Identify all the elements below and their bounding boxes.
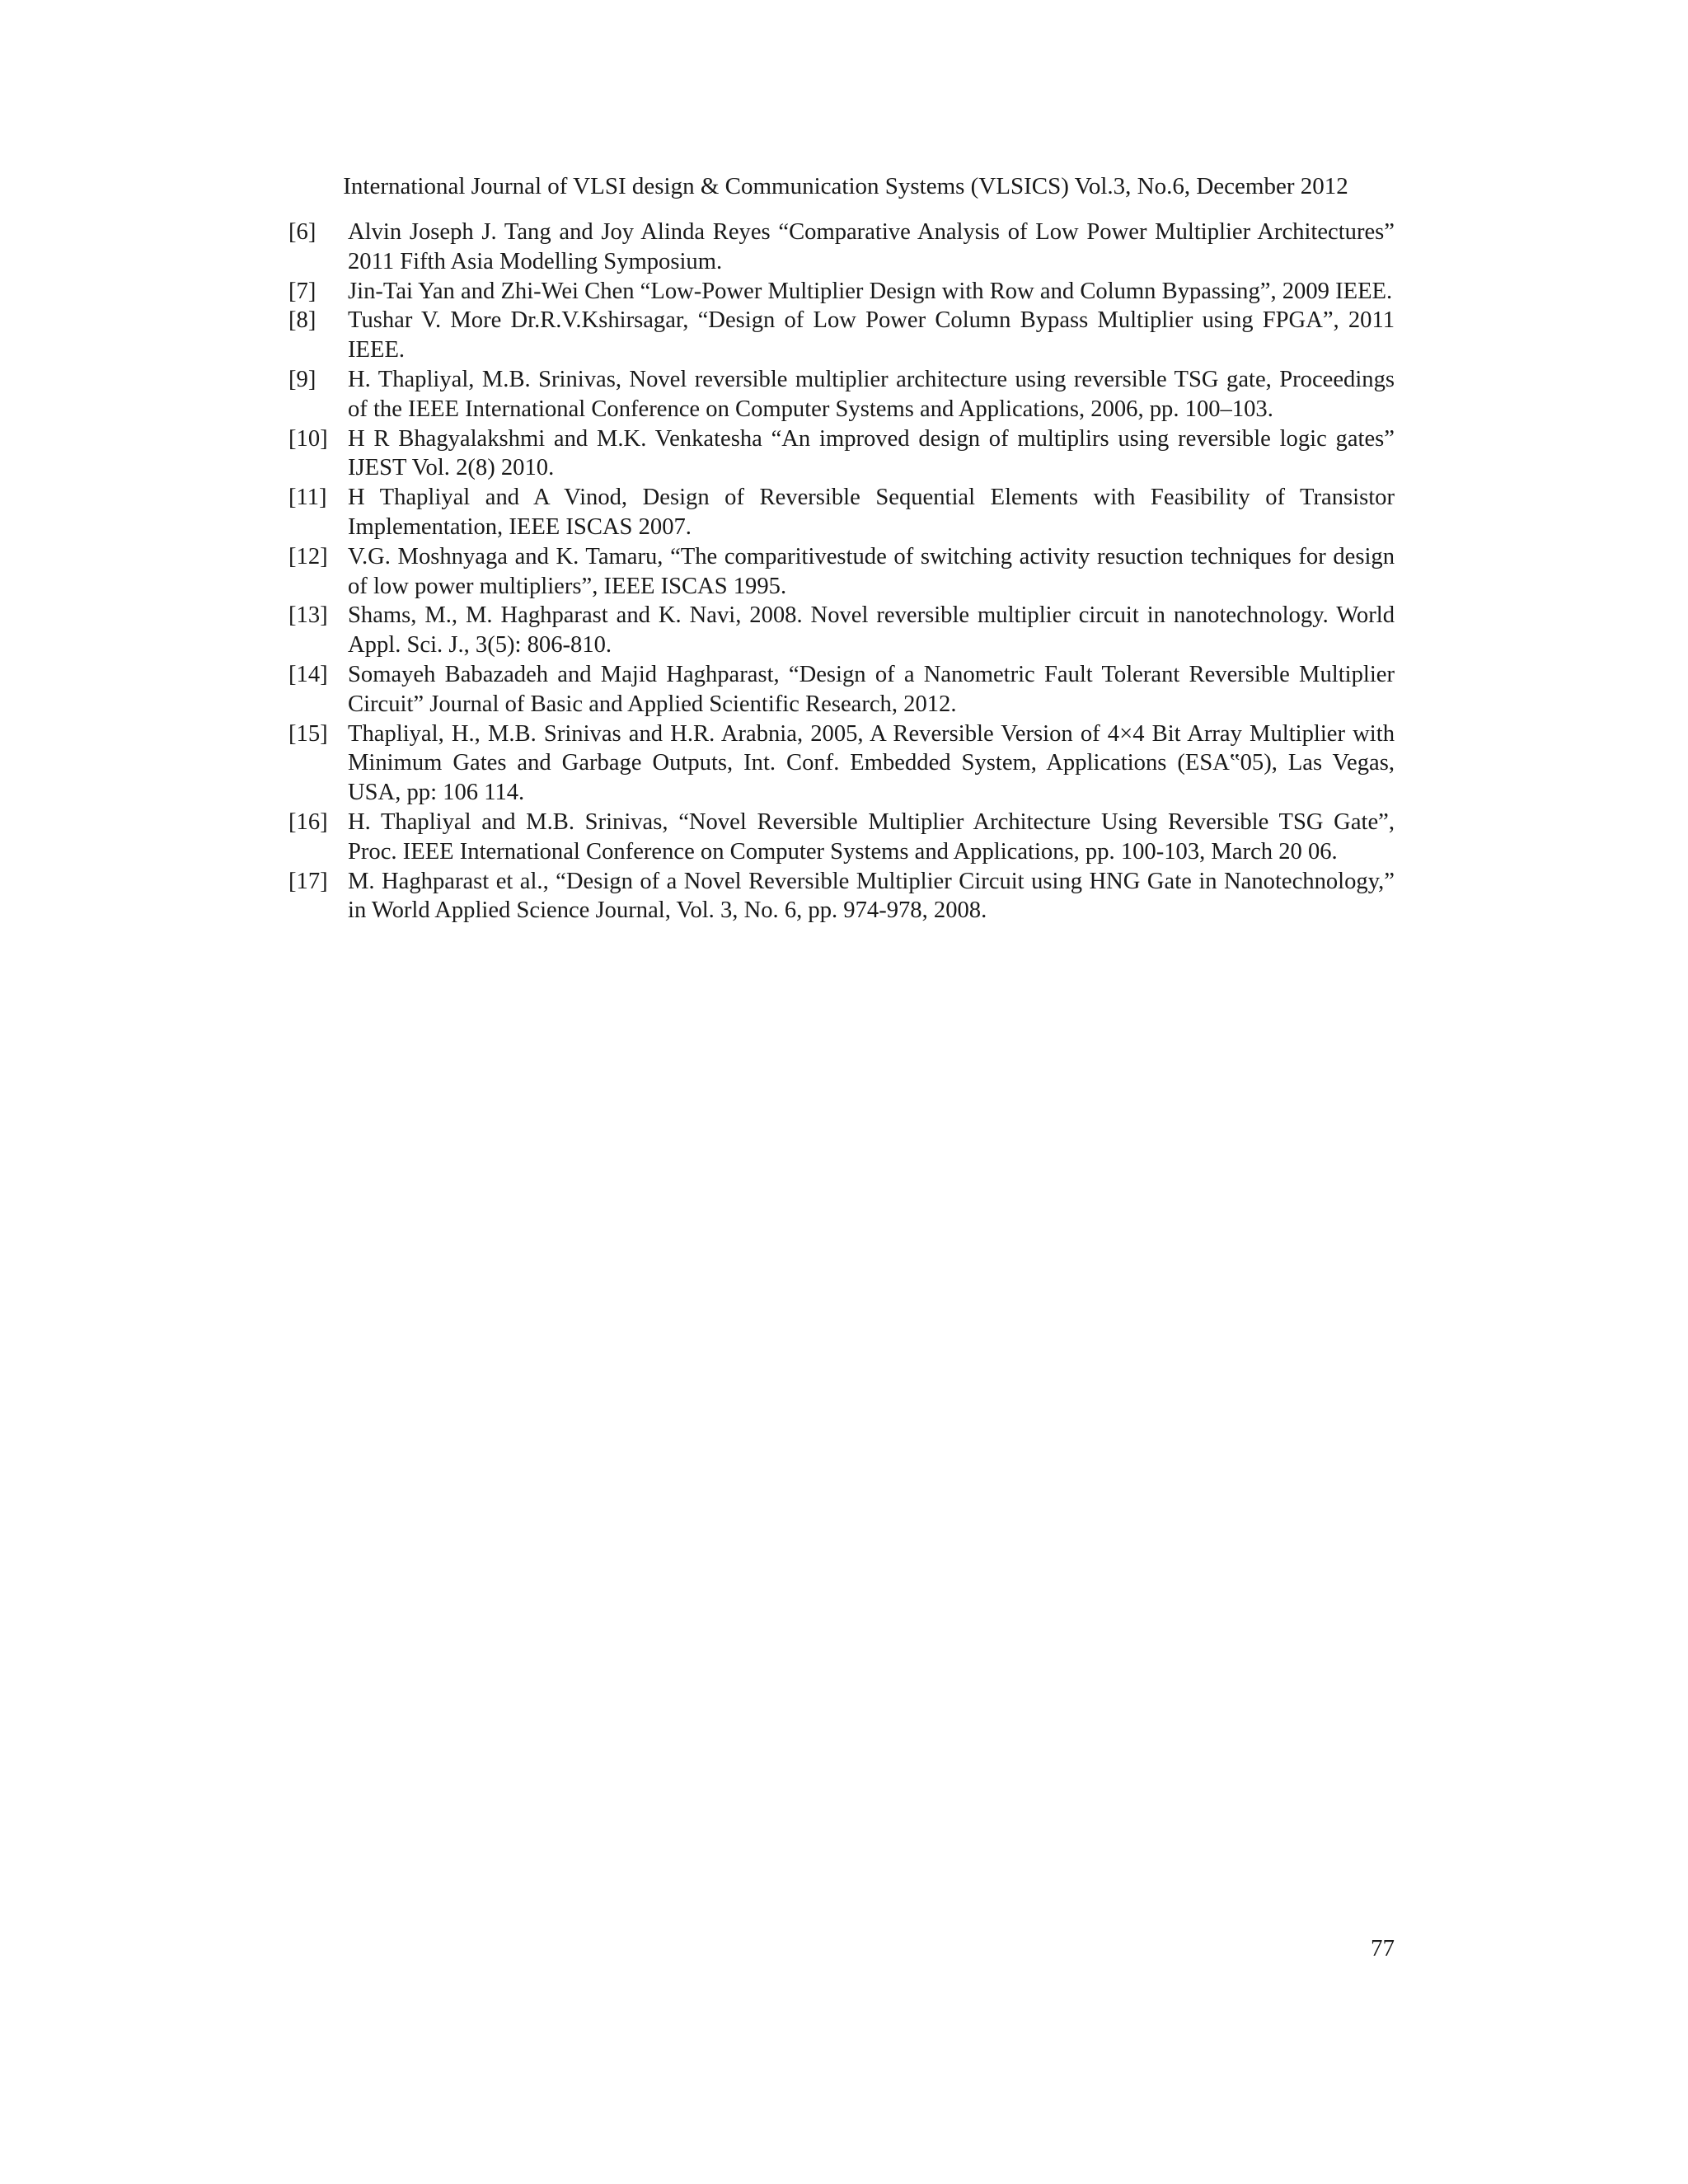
reference-text: Thapliyal, H., M.B. Srinivas and H.R. Arabnia, 2005, A Reversible Version of 4×4 Bit Array Multiplier with Minimum Gates and Garbage Outputs, Int. Conf. Embedded System, Applications (ESA‟05), Las Vegas, USA, pp: 106 114. — [348, 720, 1395, 806]
reference-number: [8] — [288, 307, 316, 334]
reference-item — [288, 218, 1395, 277]
reference-text: H R Bhagyalakshmi and M.K. Venkatesha “An improved design of multiplirs using reversible logic gates” IJEST Vol. 2(8) 2010. — [348, 425, 1395, 481]
page-number: 77 — [1371, 1935, 1395, 1961]
reference-text: M. Haghparast et al., “Design of a Novel Reversible Multiplier Circuit using HNG Gate in Nanotechnology,” in World Applied Science Journal, Vol. 3, No. 6, pp. 974-978, 2008. — [348, 868, 1395, 924]
reference-text: H. Thapliyal and M.B. Srinivas, “Novel Reversible Multiplier Architecture Using Reversible TSG Gate”, Proc. IEEE International Conference on Computer Systems and Applications, pp. 100-103, March 20 06. — [348, 808, 1395, 865]
reference-number: [14] — [288, 661, 328, 687]
reference-text: Somayeh Babazadeh and Majid Haghparast, “Design of a Nanometric Fault Tolerant Reversible Multiplier Circuit” Journal of Basic and Applied Scientific Research, 2012. — [348, 661, 1395, 717]
reference-list — [288, 218, 1395, 926]
reference-number: [16] — [288, 808, 328, 835]
reference-item — [288, 542, 1395, 602]
reference-number: [9] — [288, 366, 316, 392]
reference-item — [288, 719, 1395, 808]
reference-text: H Thapliyal and A Vinod, Design of Reversible Sequential Elements with Feasibility of Transistor Implementation, IEEE ISCAS 2007. — [348, 485, 1395, 540]
reference-number: [12] — [288, 543, 328, 569]
reference-number: [13] — [288, 602, 328, 629]
reference-item — [288, 365, 1395, 424]
reference-number: [17] — [288, 868, 328, 894]
reference-text: H. Thapliyal, M.B. Srinivas, Novel reversible multiplier architecture using reversible TSG gate, Proceedings of the IEEE International Conference on Computer Systems and Applications, 2006, pp. 100–103. — [348, 366, 1395, 422]
journal-header: International Journal of VLSI design & Communication Systems (VLSICS) Vol.3, No.6, December 2012 — [343, 173, 1348, 199]
reference-item — [288, 306, 1395, 365]
reference-text: Jin-Tai Yan and Zhi-Wei Chen “Low-Power Multiplier Design with Row and Column Bypassing”, 2009 IEEE. — [348, 278, 1393, 304]
reference-item — [288, 424, 1395, 484]
reference-item — [288, 601, 1395, 660]
reference-item — [288, 660, 1395, 719]
reference-number: [15] — [288, 720, 328, 747]
reference-item — [288, 867, 1395, 926]
reference-item — [288, 483, 1395, 542]
reference-text: Alvin Joseph J. Tang and Joy Alinda Reyes “Comparative Analysis of Low Power Multiplier Architectures” 2011 Fifth Asia Modelling Symposium. — [348, 219, 1395, 274]
reference-number: [6] — [288, 219, 316, 245]
reference-text: Tushar V. More Dr.R.V.Kshirsagar, “Design of Low Power Column Bypass Multiplier using FPGA”, 2011 IEEE. — [348, 307, 1395, 363]
reference-number: [7] — [288, 278, 316, 304]
reference-text: V.G. Moshnyaga and K. Tamaru, “The comparitivestude of switching activity resuction techniques for design of low power multipliers”, IEEE ISCAS 1995. — [348, 543, 1395, 599]
reference-item — [288, 808, 1395, 867]
reference-item — [288, 277, 1395, 307]
reference-number: [11] — [288, 485, 327, 511]
reference-number: [10] — [288, 425, 328, 452]
reference-text: Shams, M., M. Haghparast and K. Navi, 2008. Novel reversible multiplier circuit in nanotechnology. World Appl. Sci. J., 3(5): 806-810. — [348, 602, 1395, 658]
